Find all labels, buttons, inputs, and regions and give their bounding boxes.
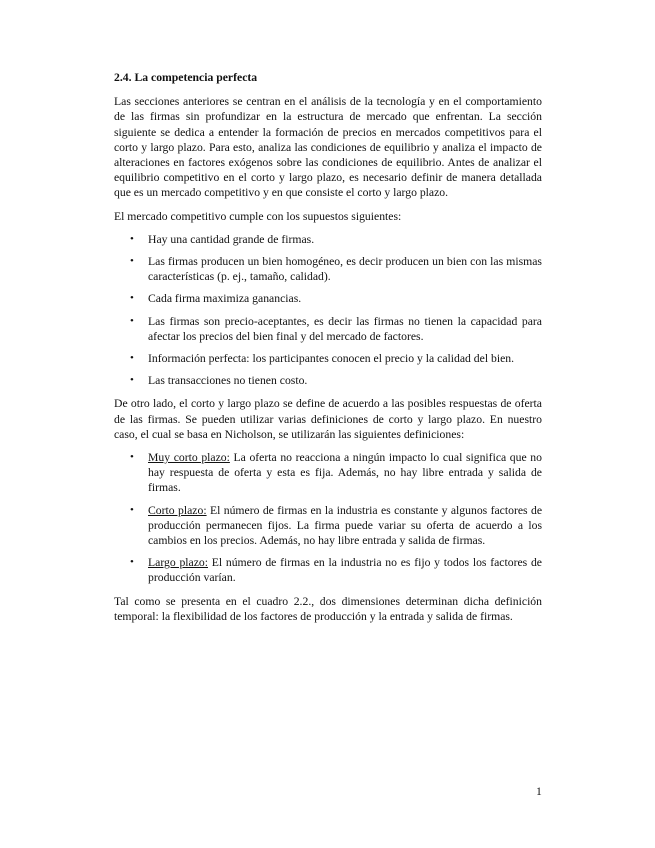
list-item xyxy=(114,351,542,366)
bullet-icon: • xyxy=(130,255,134,268)
definition-item-very-short-run xyxy=(114,450,542,496)
list-item-text: Hay una cantidad grande de firmas. xyxy=(148,232,315,246)
list-item-text: Las firmas son precio-aceptantes, es decir las firmas no tienen la capacidad para afectar los precios del bien final y del mercado de factores. xyxy=(148,314,542,343)
section-heading: 2.4. La competencia perfecta xyxy=(114,71,258,84)
bullet-icon: • xyxy=(130,292,134,305)
page-number: 1 xyxy=(536,785,542,798)
bullet-icon: • xyxy=(130,232,134,245)
document-body xyxy=(114,70,542,632)
list-item-text: Cada firma maximiza ganancias. xyxy=(148,292,302,306)
bullet-icon: • xyxy=(130,503,134,516)
definitions-list xyxy=(114,450,542,586)
list-item-text: Información perfecta: los participantes conocen el precio y la calidad del bien. xyxy=(148,352,515,366)
assumptions-list xyxy=(114,232,542,389)
definition-item-short-run xyxy=(114,503,542,549)
list-item xyxy=(114,373,542,388)
intro-paragraph: Las secciones anteriores se centran en el análisis de la tecnología y en el comportamiento de las firmas sin profundizar en la estructura de mercado que enfrentan. La sección siguiente se dedica a entender la formación de precios en mercados competitivos para el corto y largo plazo. Para esto, analiza las condiciones de equilibrio y analiza el impacto de alteraciones en factores exógenos sobre las condiciones de equilibrio. Antes de analizar el equilibrio competitivo en el corto y largo plazo, es necesario definir de manera detallada que es un mercado competitivo y en que consiste el corto y largo plazo. xyxy=(114,95,542,200)
definition-term: Muy corto plazo: xyxy=(148,451,230,465)
list-item xyxy=(114,254,542,284)
bullet-icon: • xyxy=(130,314,134,327)
assumptions-intro-paragraph: El mercado competitivo cumple con los supuestos siguientes: xyxy=(114,209,402,223)
definition-term: Largo plazo: xyxy=(148,556,208,570)
definition-text: El número de firmas en la industria no es fijo y todos los factores de producción varían. xyxy=(148,556,542,585)
bullet-icon: • xyxy=(130,374,134,387)
conclusion-paragraph: Tal como se presenta en el cuadro 2.2., dos dimensiones determinan dicha definición temporal: la flexibilidad de los factores de producción y la entrada y salida de firmas. xyxy=(114,594,542,623)
list-item xyxy=(114,291,542,306)
list-item xyxy=(114,314,542,344)
definitions-intro-paragraph: De otro lado, el corto y largo plazo se define de acuerdo a las posibles respuestas de oferta de las firmas. Se pueden utilizar varias definiciones de corto y largo plazo. En nuestro caso, el cual se basa en Nicholson, se utilizarán las siguientes definiciones: xyxy=(114,397,542,441)
bullet-icon: • xyxy=(130,352,134,365)
definition-text: La oferta no reacciona a ningún impacto lo cual significa que no hay respuesta de oferta y esta es fija. Además, no hay libre entrada y salida de firmas. xyxy=(148,451,542,495)
bullet-icon: • xyxy=(130,556,134,569)
list-item-text: Las transacciones no tienen costo. xyxy=(148,374,308,388)
definition-text: El número de firmas en la industria es constante y algunos factores de producción permanecen fijos. La firma puede variar su oferta de acuerdo a los cambios en los precios. Además, no hay libre entrada y salida de firmas. xyxy=(148,503,543,548)
list-item-text: Las firmas producen un bien homogéneo, es decir producen un bien con las mismas características (p. ej., tamaño, calidad). xyxy=(148,255,542,284)
definition-item-long-run xyxy=(114,555,542,585)
list-item xyxy=(114,232,542,247)
definition-term: Corto plazo: xyxy=(148,503,207,517)
bullet-icon: • xyxy=(130,451,134,464)
